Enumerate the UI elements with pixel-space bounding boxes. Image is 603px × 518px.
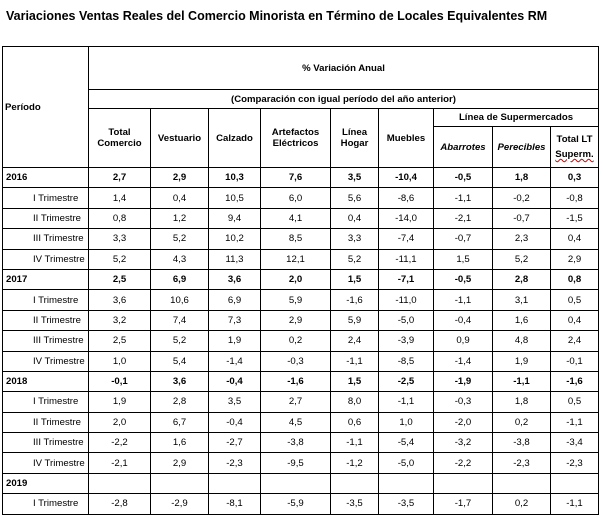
year-row [3, 269, 599, 289]
value-cell: 3,3 [89, 229, 151, 249]
value-cell: 2,7 [261, 392, 331, 412]
value-cell: -0,3 [434, 392, 493, 412]
value-cell: -0,7 [493, 208, 551, 228]
value-cell: -1,5 [551, 208, 599, 228]
value-cell [379, 473, 434, 493]
value-cell: 8,5 [261, 229, 331, 249]
period-cell: III Trimestre [3, 229, 89, 249]
quarter-row [3, 290, 599, 310]
value-cell: -5,0 [379, 453, 434, 473]
value-cell: -3,8 [493, 433, 551, 453]
value-cell: 0,2 [493, 494, 551, 514]
value-cell: -2,0 [434, 412, 493, 432]
value-cell: -1,1 [434, 290, 493, 310]
value-cell: 0,4 [551, 310, 599, 330]
value-cell: 3,5 [209, 392, 261, 412]
value-cell: 5,4 [151, 351, 209, 371]
value-cell: -1,7 [434, 494, 493, 514]
comparison-note: (Comparación con igual período del año anterior) [89, 90, 599, 109]
value-cell: 4,5 [261, 412, 331, 432]
value-cell: 0,4 [151, 188, 209, 208]
quarter-row [3, 310, 599, 330]
value-cell: 9,4 [209, 208, 261, 228]
value-cell: -3,9 [379, 331, 434, 351]
value-cell: 0,2 [493, 412, 551, 432]
value-cell: 1,2 [151, 208, 209, 228]
value-cell: 7,6 [261, 168, 331, 188]
value-cell: -1,6 [261, 371, 331, 391]
value-cell: -8,1 [209, 494, 261, 514]
period-cell: 2016 [3, 168, 89, 188]
value-cell: 2,9 [551, 249, 599, 269]
value-cell: 2,0 [261, 269, 331, 289]
period-cell: IV Trimestre [3, 249, 89, 269]
value-cell: -10,4 [379, 168, 434, 188]
value-cell: 3,6 [151, 371, 209, 391]
value-cell: -1,1 [551, 412, 599, 432]
period-cell: 2017 [3, 269, 89, 289]
year-row [3, 473, 599, 493]
value-cell: 5,2 [331, 249, 379, 269]
value-cell: 2,5 [89, 331, 151, 351]
value-cell: 2,8 [151, 392, 209, 412]
col-header-calzado: Calzado [209, 109, 261, 168]
quarter-row [3, 392, 599, 412]
value-cell [209, 473, 261, 493]
value-cell: -0,2 [493, 188, 551, 208]
value-cell: 2,3 [493, 229, 551, 249]
value-cell: -11,1 [379, 249, 434, 269]
period-cell: II Trimestre [3, 310, 89, 330]
value-cell: -0,1 [551, 351, 599, 371]
value-cell: -3,5 [379, 494, 434, 514]
period-cell: 2019 [3, 473, 89, 493]
value-cell: -8,6 [379, 188, 434, 208]
value-cell: 3,6 [89, 290, 151, 310]
quarter-row [3, 188, 599, 208]
annual-variation-header: % Variación Anual [89, 47, 599, 90]
value-cell: 0,3 [551, 168, 599, 188]
value-cell: -3,8 [261, 433, 331, 453]
year-row [3, 371, 599, 391]
value-cell [261, 473, 331, 493]
col-header-artefactos-electricos: Artefactos Eléctricos [261, 109, 331, 168]
col-header-vestuario: Vestuario [151, 109, 209, 168]
value-cell: 1,4 [89, 188, 151, 208]
quarter-row [3, 453, 599, 473]
value-cell: 1,9 [209, 331, 261, 351]
value-cell: -2,9 [151, 494, 209, 514]
value-cell: 0,8 [551, 269, 599, 289]
period-cell: IV Trimestre [3, 351, 89, 371]
value-cell: 2,9 [151, 453, 209, 473]
col-header-abarrotes: Abarrotes [434, 127, 493, 168]
quarter-row [3, 331, 599, 351]
supermarket-group-header: Línea de Supermercados [434, 109, 599, 127]
value-cell: 3,5 [331, 168, 379, 188]
period-cell: II Trimestre [3, 412, 89, 432]
quarter-row [3, 412, 599, 432]
value-cell: 5,6 [331, 188, 379, 208]
value-cell: 4,1 [261, 208, 331, 228]
value-cell: 0,2 [261, 331, 331, 351]
value-cell: -1,1 [379, 392, 434, 412]
value-cell: 3,3 [331, 229, 379, 249]
period-cell: I Trimestre [3, 188, 89, 208]
value-cell: -1,2 [331, 453, 379, 473]
quarter-row [3, 433, 599, 453]
value-cell: 12,1 [261, 249, 331, 269]
value-cell: -2,2 [89, 433, 151, 453]
value-cell: -2,5 [379, 371, 434, 391]
value-cell: -9,5 [261, 453, 331, 473]
period-cell: III Trimestre [3, 331, 89, 351]
value-cell: -0,5 [434, 269, 493, 289]
value-cell: 3,1 [493, 290, 551, 310]
value-cell: 6,7 [151, 412, 209, 432]
value-cell: 8,0 [331, 392, 379, 412]
value-cell: 0,9 [434, 331, 493, 351]
value-cell: -1,9 [434, 371, 493, 391]
value-cell: 2,4 [551, 331, 599, 351]
col-header-muebles: Muebles [379, 109, 434, 168]
value-cell: 10,6 [151, 290, 209, 310]
value-cell: -0,4 [434, 310, 493, 330]
period-cell: IV Trimestre [3, 453, 89, 473]
value-cell: 1,6 [151, 433, 209, 453]
value-cell: 3,6 [209, 269, 261, 289]
value-cell: 2,4 [331, 331, 379, 351]
value-cell: -2,7 [209, 433, 261, 453]
value-cell: 5,2 [493, 249, 551, 269]
value-cell: 1,5 [331, 371, 379, 391]
col-header-total-lt-superm: Total LT Superm. [551, 127, 599, 168]
value-cell: 1,6 [493, 310, 551, 330]
value-cell: -1,1 [493, 371, 551, 391]
value-cell: 4,8 [493, 331, 551, 351]
value-cell: -1,4 [434, 351, 493, 371]
value-cell: -14,0 [379, 208, 434, 228]
value-cell: 11,3 [209, 249, 261, 269]
value-cell: -1,4 [209, 351, 261, 371]
value-cell: 3,2 [89, 310, 151, 330]
value-cell: -1,1 [331, 433, 379, 453]
value-cell: 0,8 [89, 208, 151, 228]
period-cell: III Trimestre [3, 433, 89, 453]
value-cell: 7,3 [209, 310, 261, 330]
period-cell: I Trimestre [3, 494, 89, 514]
value-cell: 2,5 [89, 269, 151, 289]
value-cell: -1,1 [551, 494, 599, 514]
value-cell: -1,1 [331, 351, 379, 371]
value-cell [151, 473, 209, 493]
value-cell: 5,2 [89, 249, 151, 269]
value-cell: -0,5 [434, 168, 493, 188]
col-header-linea-hogar: Línea Hogar [331, 109, 379, 168]
value-cell: -3,5 [331, 494, 379, 514]
value-cell: 2,7 [89, 168, 151, 188]
value-cell: -3,4 [551, 433, 599, 453]
value-cell: -1,6 [331, 290, 379, 310]
value-cell: -3,2 [434, 433, 493, 453]
value-cell: -2,3 [551, 453, 599, 473]
value-cell: 0,4 [331, 208, 379, 228]
value-cell: 10,5 [209, 188, 261, 208]
value-cell: 0,4 [551, 229, 599, 249]
col-header-total-comercio: Total Comercio [89, 109, 151, 168]
value-cell [551, 473, 599, 493]
value-cell: -11,0 [379, 290, 434, 310]
value-cell [434, 473, 493, 493]
value-cell: 2,9 [151, 168, 209, 188]
value-cell: 10,3 [209, 168, 261, 188]
value-cell: -1,6 [551, 371, 599, 391]
value-cell: -7,4 [379, 229, 434, 249]
period-cell: I Trimestre [3, 290, 89, 310]
value-cell: 4,3 [151, 249, 209, 269]
year-row [3, 168, 599, 188]
value-cell: 1,5 [434, 249, 493, 269]
value-cell: 2,8 [493, 269, 551, 289]
value-cell: 2,0 [89, 412, 151, 432]
value-cell [493, 473, 551, 493]
period-cell: 2018 [3, 371, 89, 391]
value-cell: 6,9 [209, 290, 261, 310]
value-cell: -0,8 [551, 188, 599, 208]
value-cell: 1,0 [379, 412, 434, 432]
value-cell: -2,8 [89, 494, 151, 514]
value-cell: 1,0 [89, 351, 151, 371]
value-cell: -0,4 [209, 412, 261, 432]
period-cell: II Trimestre [3, 208, 89, 228]
value-cell: -1,1 [434, 188, 493, 208]
quarter-row [3, 351, 599, 371]
value-cell: 1,9 [89, 392, 151, 412]
value-cell: -2,2 [434, 453, 493, 473]
value-cell: -0,7 [434, 229, 493, 249]
value-cell: 0,5 [551, 290, 599, 310]
value-cell: -2,3 [493, 453, 551, 473]
value-cell: 5,2 [151, 331, 209, 351]
value-cell: 5,9 [331, 310, 379, 330]
value-cell: -2,3 [209, 453, 261, 473]
value-cell: -2,1 [89, 453, 151, 473]
value-cell: 1,9 [493, 351, 551, 371]
value-cell: 5,9 [261, 290, 331, 310]
value-cell: 0,6 [331, 412, 379, 432]
quarter-row [3, 494, 599, 514]
value-cell: -0,1 [89, 371, 151, 391]
quarter-row [3, 208, 599, 228]
value-cell: 2,9 [261, 310, 331, 330]
value-cell: 0,5 [551, 392, 599, 412]
value-cell: -0,3 [261, 351, 331, 371]
value-cell: 6,9 [151, 269, 209, 289]
col-header-perecibles: Perecibles [493, 127, 551, 168]
value-cell: -7,1 [379, 269, 434, 289]
period-cell: I Trimestre [3, 392, 89, 412]
page-title: Variaciones Ventas Reales del Comercio Minorista en Término de Locales Equivalentes RM [6, 9, 548, 23]
value-cell [89, 473, 151, 493]
period-header: Período [3, 47, 89, 168]
value-cell: 6,0 [261, 188, 331, 208]
value-cell: 1,5 [331, 269, 379, 289]
value-cell: -5,9 [261, 494, 331, 514]
value-cell: -8,5 [379, 351, 434, 371]
value-cell: 7,4 [151, 310, 209, 330]
quarter-row [3, 249, 599, 269]
quarter-row [3, 229, 599, 249]
sales-variation-table [2, 46, 599, 515]
value-cell: -5,4 [379, 433, 434, 453]
value-cell: -0,4 [209, 371, 261, 391]
value-cell: -5,0 [379, 310, 434, 330]
value-cell: -2,1 [434, 208, 493, 228]
value-cell: 1,8 [493, 392, 551, 412]
value-cell [331, 473, 379, 493]
value-cell: 1,8 [493, 168, 551, 188]
table-body [3, 168, 599, 515]
value-cell: 10,2 [209, 229, 261, 249]
value-cell: 5,2 [151, 229, 209, 249]
